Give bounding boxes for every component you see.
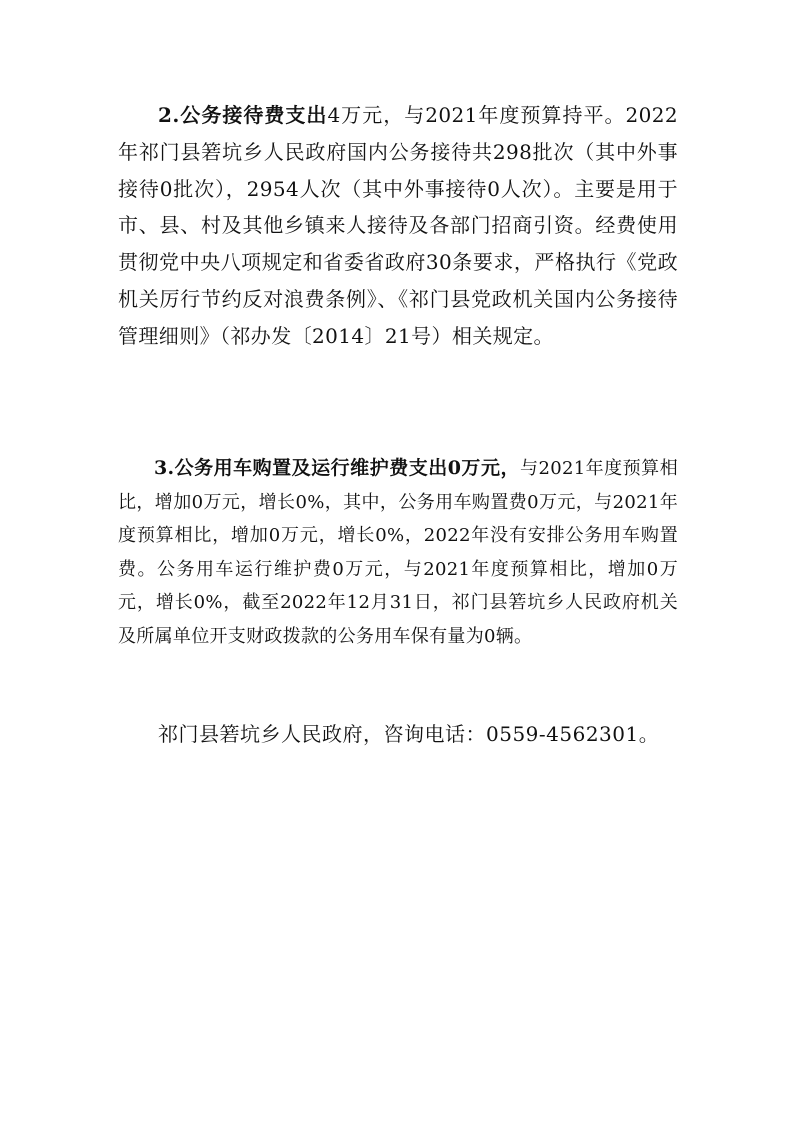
section-official-reception-body: 4万元，与2021年度预算持平。2022年祁门县箬坑乡人民政府国内公务接待共298批次（其中外事接待0批次），2954人次（其中外事接待0人次）。主要是用于市、县、村及其他乡镇来人接待及各部门招商引资。经费使用贯彻党中央八项规定和省委省政府30条要求，严格执行《党政机关厉行节约反对浪费条例》、《祁门县党政机关国内公务接待管理细则》（祁办发〔2014〕21号）相关规定。 — [118, 103, 678, 348]
section-official-vehicle-heading: 3.公务用车购置及运行维护费支出0万元， — [154, 457, 520, 479]
section-official-reception — [118, 97, 678, 355]
section-official-reception-heading: 2.公务接待费支出 — [158, 103, 328, 127]
section-official-vehicle — [118, 452, 678, 654]
contact-line: 祁门县箬坑乡人民政府，咨询电话：0559-4562301。 — [158, 722, 660, 746]
section-official-vehicle-body: 与2021年度预算相比，增加0万元，增长0%，其中，公务用车购置费0万元，与2021年度预算相比，增加0万元，增长0%，2022年没有安排公务用车购置费。公务用车运行维护费0万元，与2021年度预算相比，增加0万元，增长0%，截至2022年12月31日，祁门县箬坑乡人民政府机关及所属单位开支财政拨款的公务用车保有量为0辆。 — [118, 458, 678, 647]
